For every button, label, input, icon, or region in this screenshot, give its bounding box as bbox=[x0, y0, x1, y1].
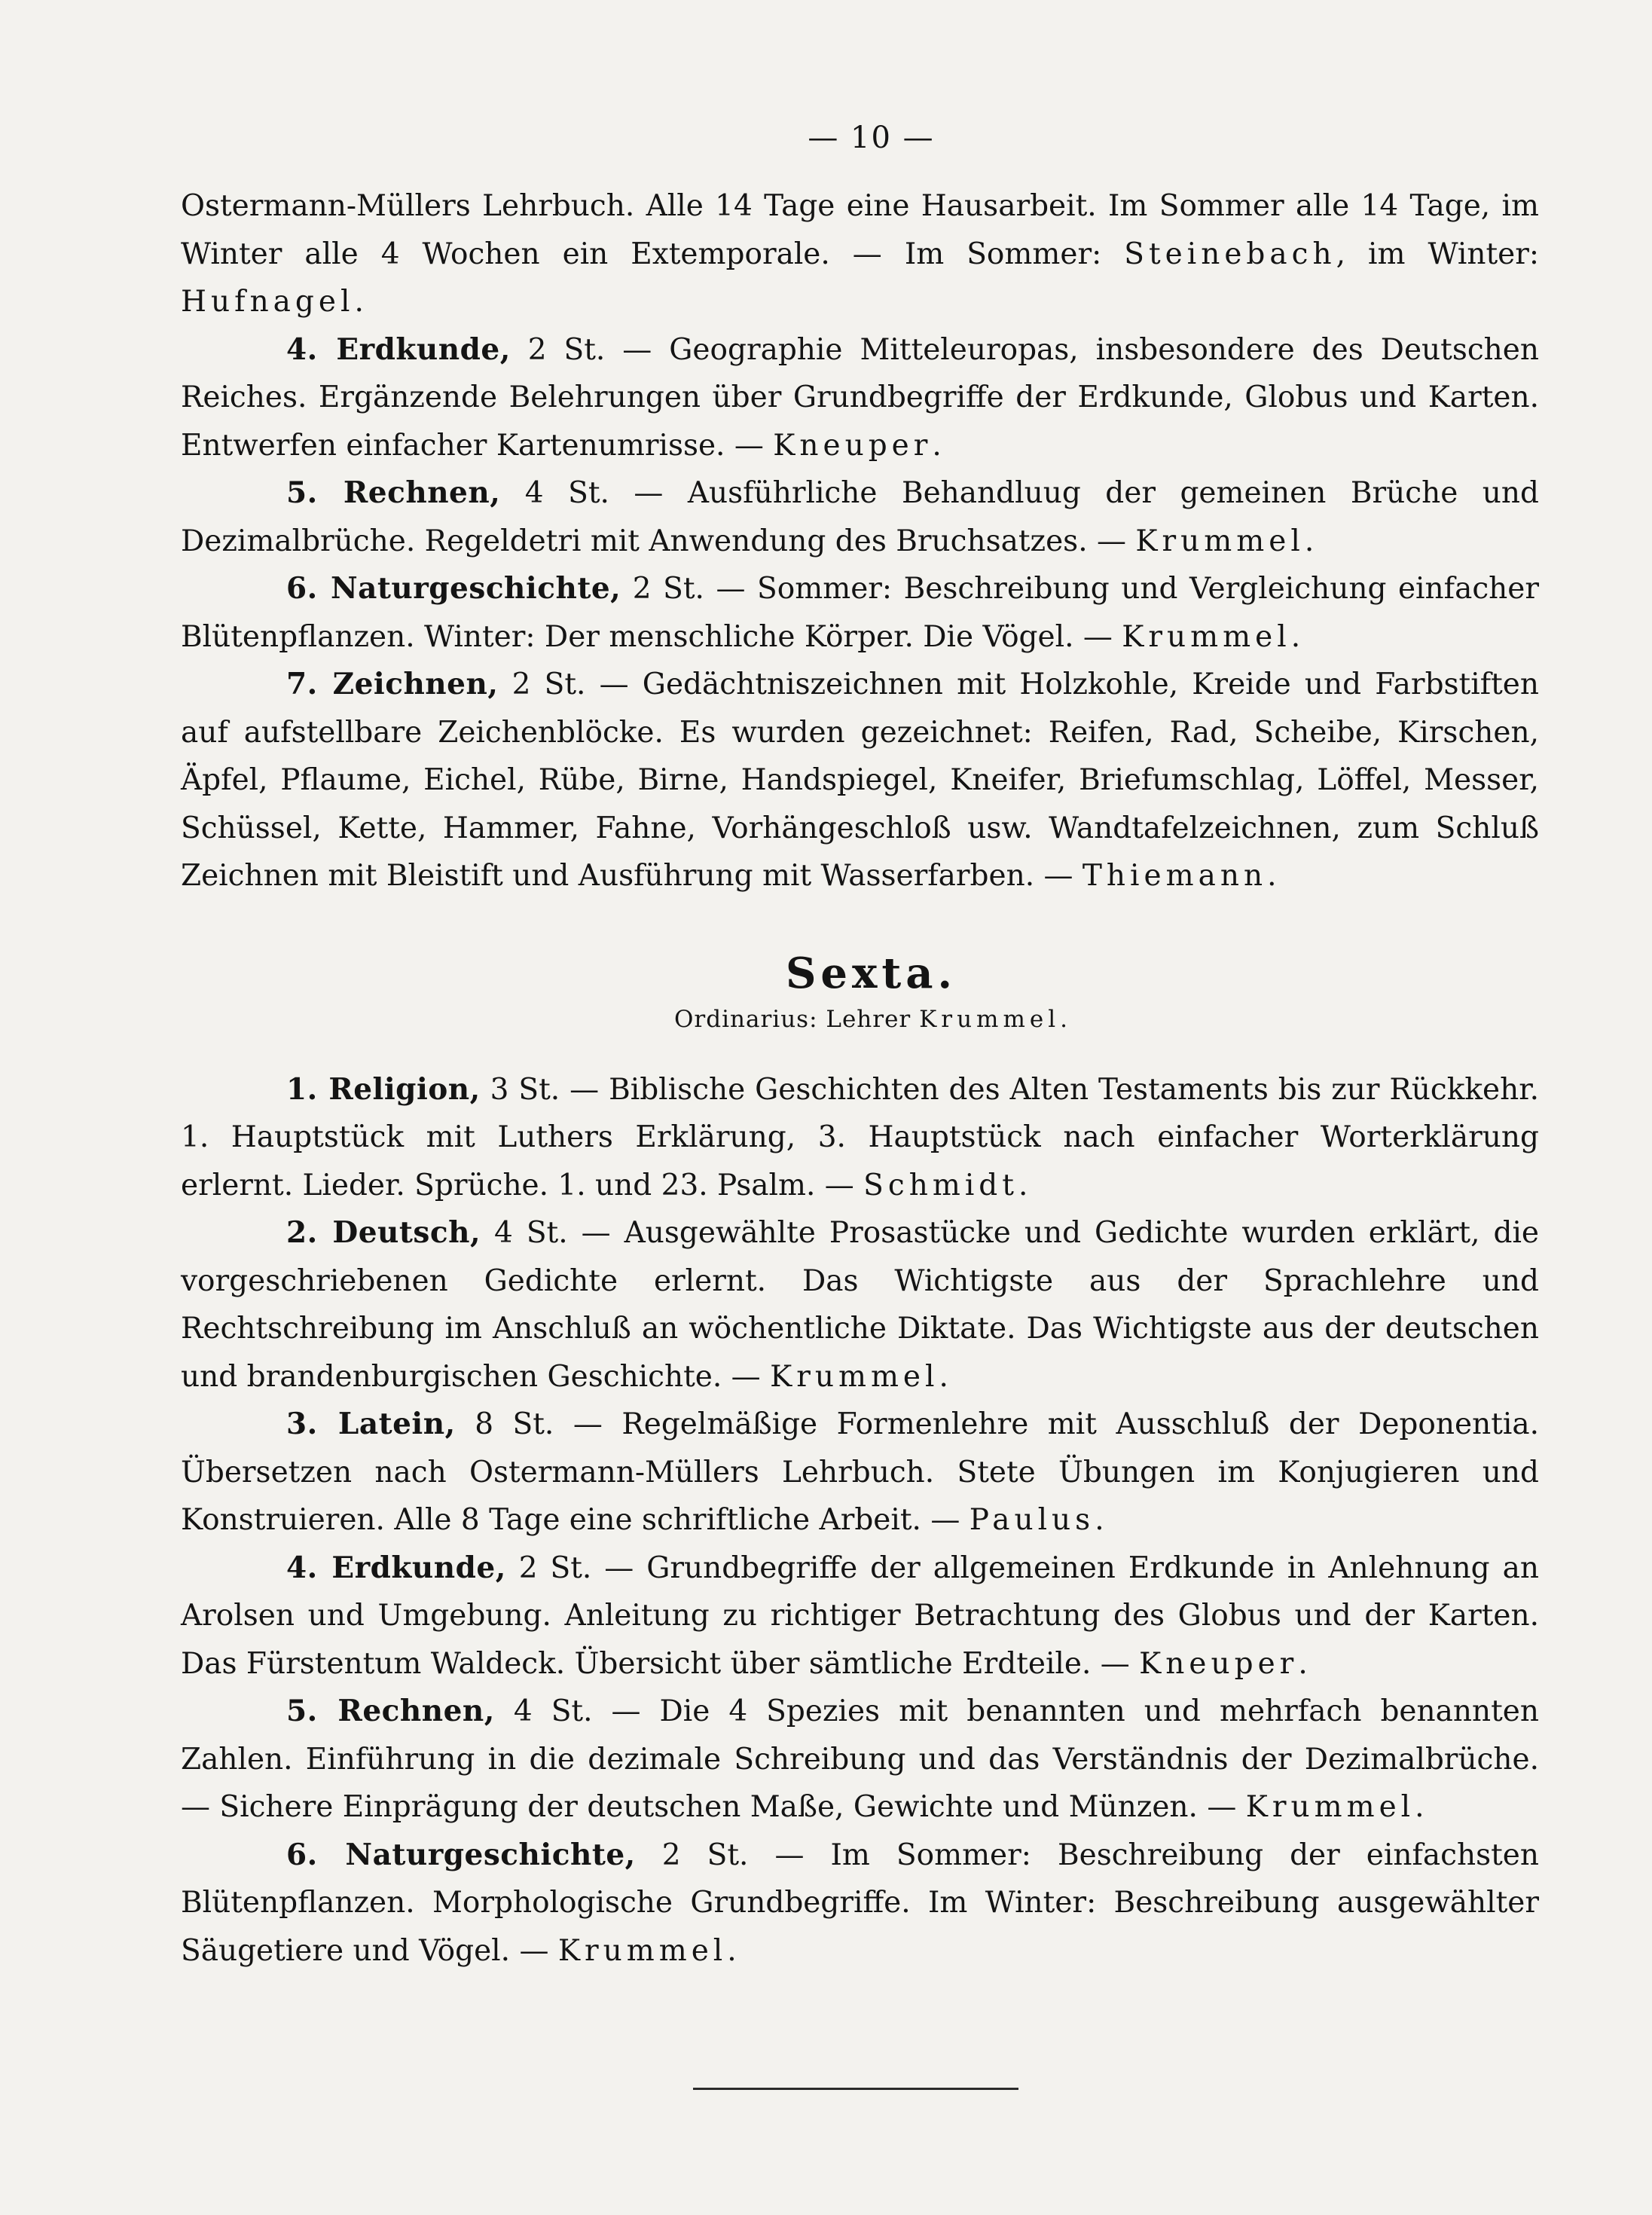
sexta-subject-deutsch bbox=[181, 1209, 1539, 1401]
subject-body: 4 St. — Ausführliche Behandluug der gemeinen Brüche und Dezimalbrüche. Regeldetri mit Anwendung des Bruchsatzes. — bbox=[181, 476, 1539, 558]
paragraph-end: . bbox=[727, 1933, 737, 1968]
subject-label: 5. Rechnen, bbox=[286, 1694, 495, 1728]
teacher-name: Schmidt bbox=[863, 1168, 1018, 1202]
paragraph-end: . bbox=[1415, 1790, 1425, 1824]
paragraph-end: . bbox=[932, 428, 942, 463]
quinta-subject-naturgeschichte bbox=[181, 565, 1539, 661]
subject-body: 4 St. — Die 4 Spezies mit benannten und mehrfach benannten Zahlen. Einführung in die dezimale Schreibung und das Verständnis der Dezimalbrüche. — Sichere Einprägung der deutschen Maße, Gewichte und Münzen. — bbox=[181, 1694, 1539, 1824]
closing-rule bbox=[693, 2088, 1018, 2090]
subject-body: 2 St. — Im Sommer: Beschreibung der einfachsten Blütenpflanzen. Morphologische Grundbegriffe. Im Winter: Beschreibung ausgewählter Säugetiere und Vögel. — bbox=[181, 1838, 1539, 1968]
paragraph-text: Ostermann-Müllers Lehrbuch. Alle 14 Tage eine Hausarbeit. Im Sommer alle 14 Tage, im Winter alle 4 Wochen ein Extemporale. — Im Sommer: bbox=[181, 189, 1539, 271]
teacher-name: Kneuper bbox=[773, 428, 933, 463]
paragraph-text: , im Winter: bbox=[1336, 237, 1540, 271]
quinta-subject-zeichnen bbox=[181, 661, 1539, 900]
subject-label: 6. Naturgeschichte, bbox=[286, 1837, 636, 1872]
paragraph-end: . bbox=[1290, 619, 1301, 654]
subject-body: 2 St. — Geographie Mitteleuropas, insbesondere des Deutschen Reiches. Ergänzende Belehrungen über Grundbegriffe der Erdkunde, Globus und Karten. Entwerfen einfacher Kartenumrisse. — bbox=[181, 332, 1539, 463]
subject-label: 7. Zeichnen, bbox=[286, 667, 499, 701]
page-number: — 10 — bbox=[808, 121, 935, 155]
subject-label: 4. Erdkunde, bbox=[286, 1550, 506, 1585]
teacher-name: Krummel bbox=[1122, 619, 1291, 654]
ordinarius-label: Ordinarius: Lehrer bbox=[674, 1005, 920, 1033]
section-heading-sexta: Sexta. bbox=[785, 948, 957, 998]
ordinarius-line bbox=[181, 1006, 1539, 1033]
paragraph-end: . bbox=[1095, 1503, 1104, 1537]
subject-body: 3 St. — Biblische Geschichten des Alten Testaments bis zur Rückkehr. 1. Hauptstück mit Luthers Erklärung, 3. Hauptstück nach einfacher Worterklärung erlernt. Lieder. Sprüche. 1. und 23. Psalm. — bbox=[181, 1072, 1539, 1202]
paragraph-end: . bbox=[1060, 1005, 1068, 1033]
teacher-name: Steinebach bbox=[1124, 237, 1336, 271]
subject-body: 8 St. — Regelmäßige Formenlehre mit Ausschluß der Deponentia. Übersetzen nach Ostermann-Müllers Lehrbuch. Stete Übungen im Konjugieren und Konstruieren. Alle 8 Tage eine schriftliche Arbeit. — bbox=[181, 1407, 1539, 1537]
paragraph-end: . bbox=[1018, 1168, 1028, 1202]
subject-body: 2 St. — Sommer: Beschreibung und Vergleichung einfacher Blütenpflanzen. Winter: Der menschliche Körper. Die Vögel. — bbox=[181, 572, 1540, 654]
quinta-subject-erdkunde bbox=[181, 326, 1539, 470]
teacher-name: Krummel bbox=[1245, 1790, 1415, 1824]
quinta-latin-continuation bbox=[181, 182, 1539, 326]
subject-label: 6. Naturgeschichte, bbox=[286, 571, 621, 606]
paragraph-end: . bbox=[939, 1359, 948, 1394]
teacher-name: Kneuper bbox=[1139, 1646, 1299, 1681]
paragraph-end: . bbox=[1267, 859, 1277, 893]
paragraph-end: . bbox=[1304, 524, 1315, 558]
subject-body: 4 St. — Ausgewählte Prosastücke und Gedichte wurden erklärt, die vorgeschriebenen Gedichte erlernt. Das Wichtigste aus der Sprachlehre und Rechtschreibung im Anschluß an wöchentliche Diktate. Das Wichtigste aus der deutschen und brandenburgischen Geschichte. — bbox=[181, 1216, 1539, 1394]
sexta-subject-rechnen bbox=[181, 1688, 1539, 1832]
subject-label: 3. Latein, bbox=[286, 1407, 456, 1441]
subject-label: 5. Rechnen, bbox=[286, 475, 501, 510]
teacher-name: Hufnagel bbox=[181, 285, 355, 319]
paragraph-end: . bbox=[354, 285, 364, 319]
teacher-name: Paulus bbox=[969, 1503, 1095, 1537]
paragraph-end: . bbox=[1298, 1646, 1308, 1681]
ordinarius-name: Krummel bbox=[919, 1005, 1061, 1033]
teacher-name: Krummel bbox=[1135, 524, 1305, 558]
subject-label: 2. Deutsch, bbox=[286, 1215, 481, 1250]
quinta-subject-rechnen bbox=[181, 469, 1539, 565]
teacher-name: Thiemann bbox=[1082, 859, 1268, 893]
teacher-name: Krummel bbox=[770, 1359, 939, 1394]
subject-body: 2 St. — Gedächtniszeichnen mit Holzkohle, Kreide und Farbstiften auf aufstellbare Zeichenblöcke. Es wurden gezeichnet: Reifen, Rad, Scheibe, Kirschen, Äpfel, Pflaume, Eichel, Rübe, Birne, Handspiegel, Kneifer, Briefumschlag, Löffel, Messer, Schüssel, Kette, Hammer, Fahne, Vorhängeschloß usw. Wandtafelzeichnen, zum Schluß Zeichnen mit Bleistift und Ausführung mit Wasserfarben. — bbox=[181, 668, 1540, 893]
teacher-name: Krummel bbox=[557, 1933, 728, 1968]
sexta-subject-latein bbox=[181, 1401, 1539, 1544]
sexta-subject-naturgeschichte bbox=[181, 1832, 1539, 1975]
sexta-subject-religion bbox=[181, 1066, 1539, 1210]
sexta-subject-erdkunde bbox=[181, 1544, 1539, 1688]
subject-label: 1. Religion, bbox=[286, 1071, 481, 1107]
subject-body: 2 St. — Grundbegriffe der allgemeinen Erdkunde in Anlehnung an Arolsen und Umgebung. Anleitung zu richtiger Betrachtung des Globus und der Karten. Das Fürstentum Waldeck. Übersicht über sämtliche Erdteile. — bbox=[181, 1550, 1539, 1681]
subject-label: 4. Erdkunde, bbox=[286, 331, 511, 367]
